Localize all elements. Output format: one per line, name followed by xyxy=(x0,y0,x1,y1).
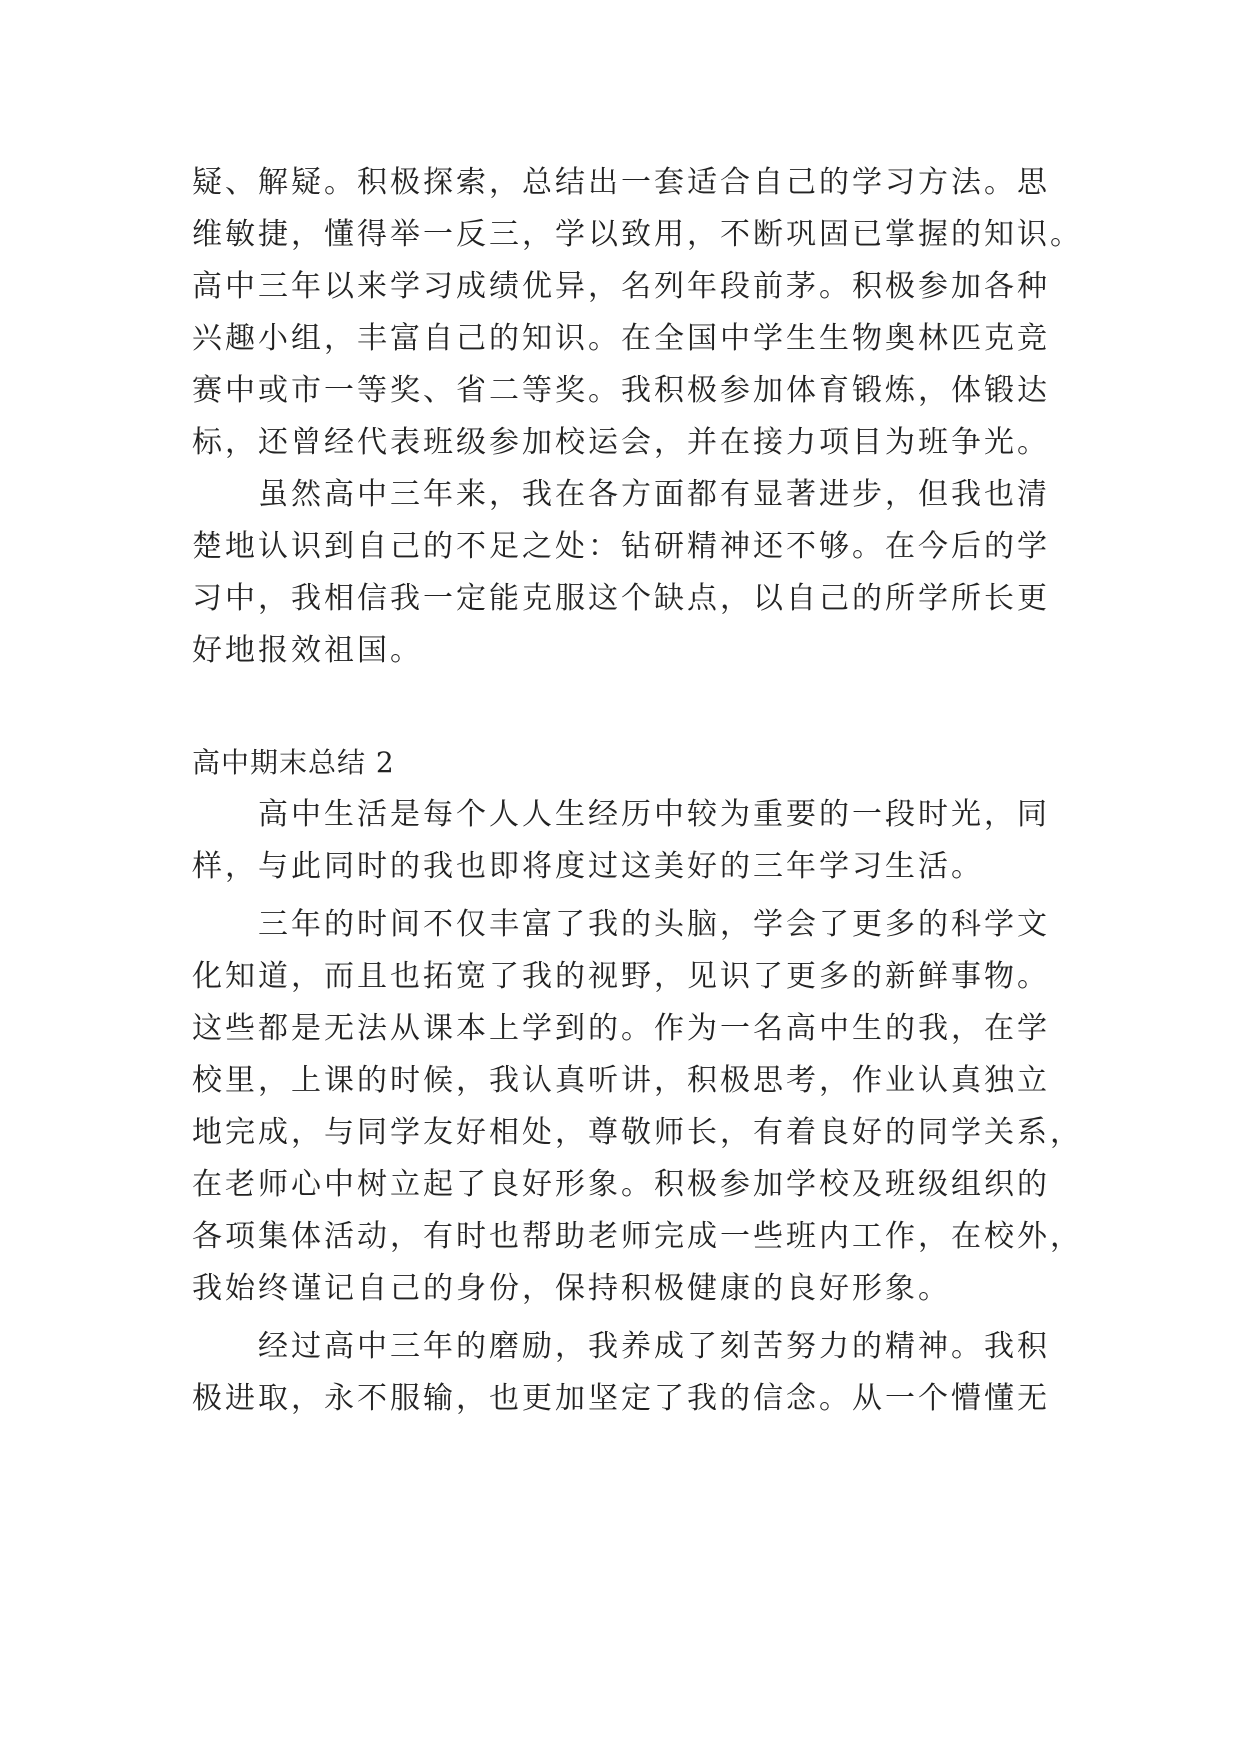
paragraph-line: 兴趣小组，丰富自己的知识。在全国中学生生物奥林匹克竞 xyxy=(192,321,1050,356)
section-heading: 高中期末总结 2 xyxy=(192,746,395,779)
paragraph-line: 习中，我相信我一定能克服这个缺点，以自己的所学所长更 xyxy=(192,581,1050,616)
paragraph-line: 高中生活是每个人人生经历中较为重要的一段时光，同 xyxy=(258,797,1050,832)
paragraph-line: 在老师心中树立起了良好形象。积极参加学校及班级组织的 xyxy=(192,1167,1050,1202)
paragraph-line: 维敏捷，懂得举一反三，学以致用，不断巩固已掌握的知识。 xyxy=(192,217,1083,252)
paragraph-line: 极进取，永不服输，也更加坚定了我的信念。从一个懵懂无 xyxy=(192,1381,1050,1416)
paragraph-line: 化知道，而且也拓宽了我的视野，见识了更多的新鲜事物。 xyxy=(192,959,1050,994)
paragraph-line: 经过高中三年的磨励，我养成了刻苦努力的精神。我积 xyxy=(258,1329,1050,1364)
paragraph-line: 标，还曾经代表班级参加校运会，并在接力项目为班争光。 xyxy=(192,425,1050,460)
paragraph-line: 楚地认识到自己的不足之处：钻研精神还不够。在今后的学 xyxy=(192,529,1050,564)
paragraph-line: 样，与此同时的我也即将度过这美好的三年学习生活。 xyxy=(192,849,984,884)
paragraph-line: 赛中或市一等奖、省二等奖。我积极参加体育锻炼，体锻达 xyxy=(192,373,1050,408)
paragraph-line: 校里，上课的时候，我认真听讲，积极思考，作业认真独立 xyxy=(192,1063,1050,1098)
paragraph-line: 地完成，与同学友好相处，尊敬师长，有着良好的同学关系， xyxy=(192,1115,1083,1150)
paragraph-line: 高中三年以来学习成绩优异，名列年段前茅。积极参加各种 xyxy=(192,269,1050,304)
paragraph-line: 各项集体活动，有时也帮助老师完成一些班内工作，在校外， xyxy=(192,1219,1083,1254)
paragraph-line: 这些都是无法从课本上学到的。作为一名高中生的我，在学 xyxy=(192,1011,1050,1046)
paragraph-line: 疑、解疑。积极探索，总结出一套适合自己的学习方法。思 xyxy=(192,165,1050,200)
paragraph-line: 我始终谨记自己的身份，保持积极健康的良好形象。 xyxy=(192,1271,951,1306)
paragraph-line: 好地报效祖国。 xyxy=(192,633,423,668)
paragraph-line: 三年的时间不仅丰富了我的头脑，学会了更多的科学文 xyxy=(258,907,1050,942)
paragraph-line: 虽然高中三年来，我在各方面都有显著进步，但我也清 xyxy=(258,477,1050,512)
